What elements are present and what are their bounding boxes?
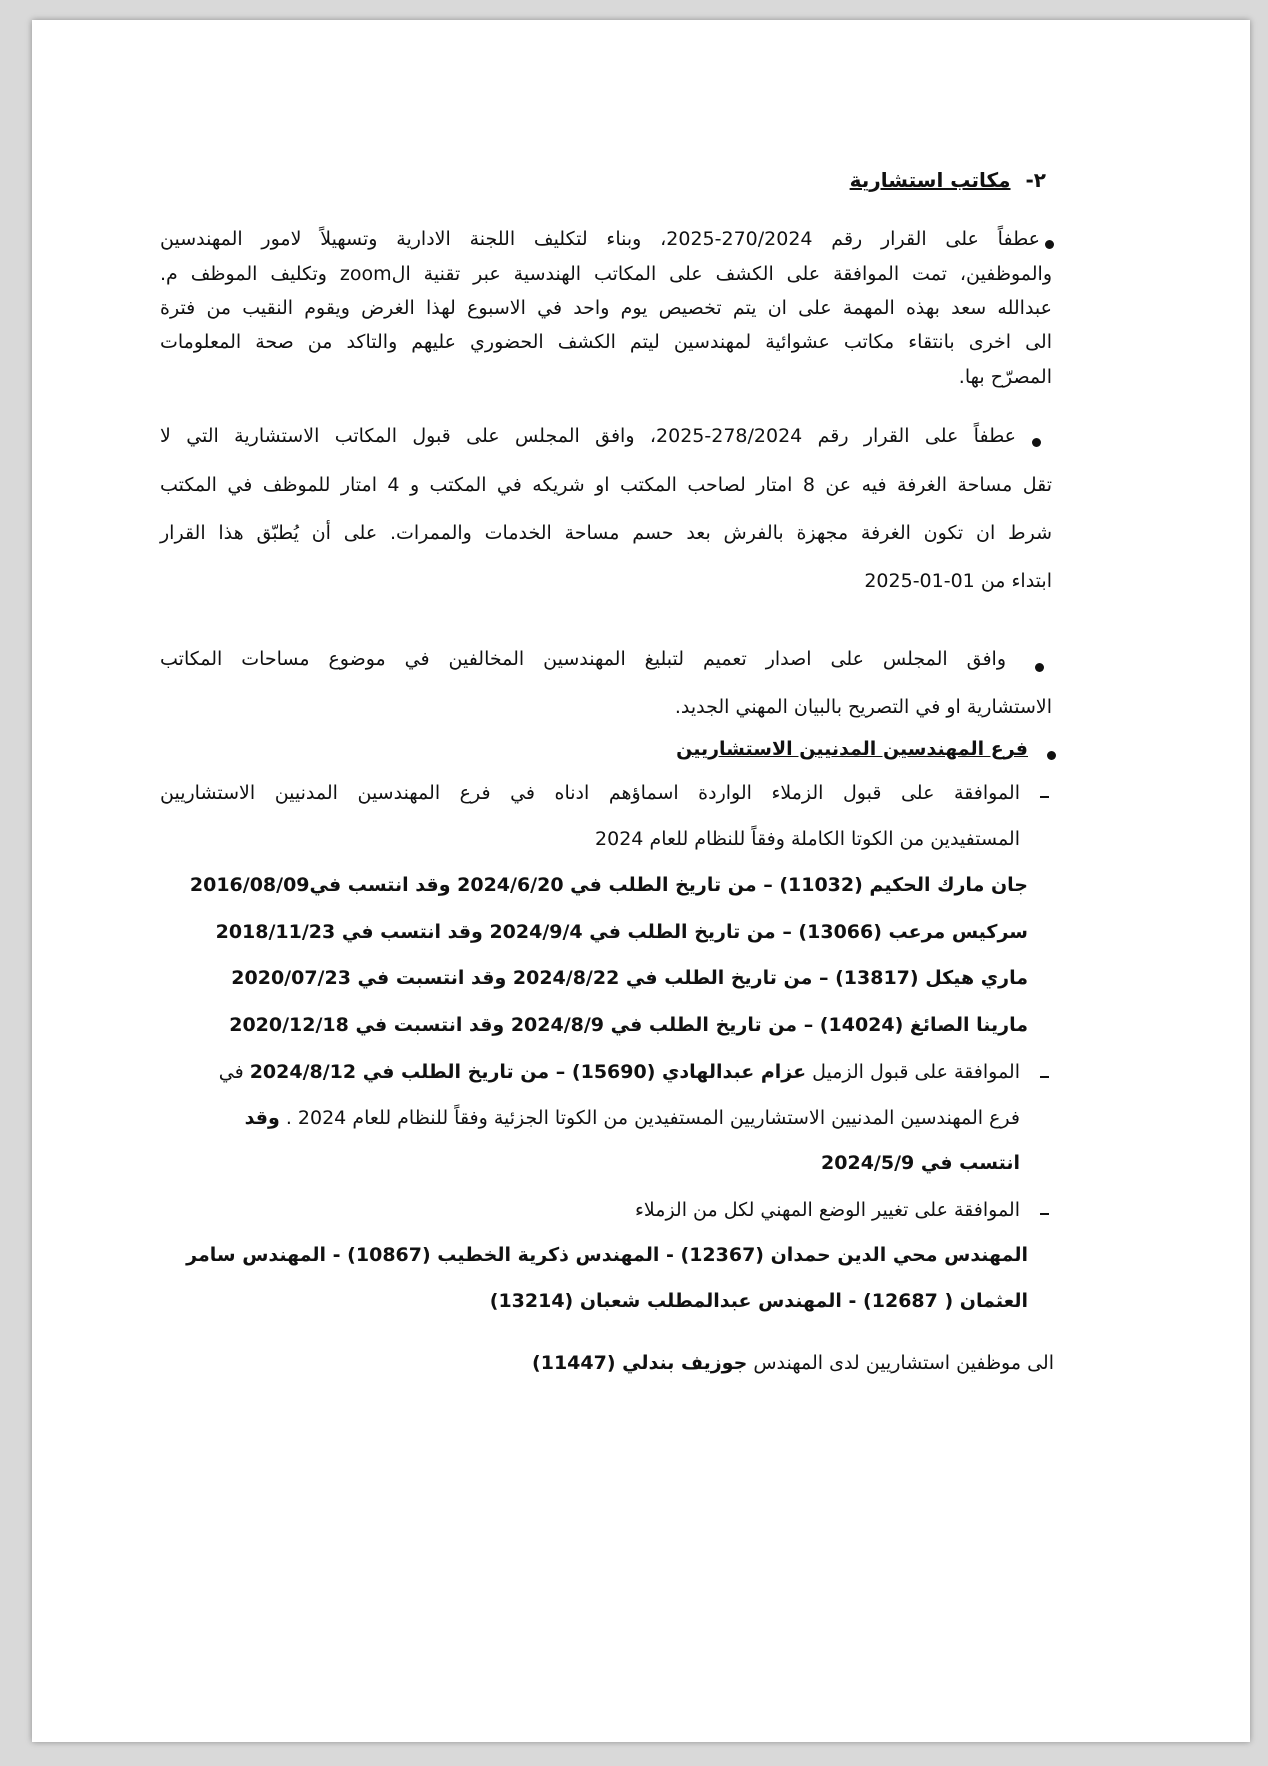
member-row: جان مارك الحكيم (11032) – من تاريخ الطلب في 2024/6/20 وقد انتسب في2016/08/09 xyxy=(189,874,1028,896)
member-row: مارينا الصائغ (14024) – من تاريخ الطلب في 2024/8/9 وقد انتسبت في 2020/12/18 xyxy=(229,1014,1028,1036)
member-row: العثمان ( 12687) - المهندس عبدالمطلب شعبان (13214) xyxy=(489,1290,1028,1312)
member-row: ماري هيكل (13817) – من تاريخ الطلب في 2024/8/22 وقد انتسبت في 2020/07/23 xyxy=(231,967,1028,989)
bullet-icon xyxy=(1045,240,1054,249)
bullet-icon xyxy=(1032,438,1041,447)
branch-title: فرع المهندسين المدنيين الاستشاريين xyxy=(676,738,1028,760)
closing-bold: جوزيف بندلي (11447) xyxy=(532,1352,748,1374)
bullet-icon xyxy=(1035,663,1044,672)
p2-line-4: ابتداء من 01-01-2025 xyxy=(864,570,1052,592)
p3-line-1: وافق المجلس على اصدار تعميم لتبليغ المهندسين المخالفين في موضوع مساحات المكاتب xyxy=(160,648,1006,670)
p1-line-1: عطفاً على القرار رقم 270/2024-2025، وبناء لتكليف اللجنة الادارية وتسهيلاً لامور المهندسين xyxy=(160,228,1041,250)
item2-line-2-plain: فرع المهندسين المدنيين الاستشاريين المستفيدين من الكوتا الجزئية وفقاً للنظام للعام 2024 . xyxy=(279,1107,1020,1129)
item1-line-1: الموافقة على قبول الزملاء الواردة اسماؤهم ادناه في فرع المهندسين المدنيين الاستشاريين xyxy=(160,782,1020,804)
item2-line-1-plain: الموافقة على قبول الزميل xyxy=(806,1061,1020,1083)
p1-line-5: المصرّح بها. xyxy=(958,366,1052,388)
member-row: المهندس محي الدين حمدان (12367) - المهندس ذكرية الخطيب (10867) - المهندس سامر xyxy=(186,1244,1028,1266)
p1-line-2: والموظفين، تمت الموافقة على الكشف على المكاتب الهندسية عبر تقنية الzoom وتكليف الموظف م. xyxy=(160,263,1053,285)
closing-plain: الى موظفين استشاريين لدى المهندس xyxy=(747,1352,1054,1374)
dash-icon xyxy=(1040,1076,1049,1078)
dash-icon xyxy=(1040,1213,1049,1215)
item2-line-3: انتسب في 2024/5/9 xyxy=(821,1152,1020,1174)
p2-line-2: تقل مساحة الغرفة فيه عن 8 امتار لصاحب المكتب او شريكه في المكتب و 4 امتار للموظف في المكتب xyxy=(160,474,1052,496)
member-row: سركيس مرعب (13066) – من تاريخ الطلب في 2024/9/4 وقد انتسب في 2018/11/23 xyxy=(215,921,1028,943)
p1-line-3: عبدالله سعد بهذه المهمة على ان يتم تخصيص يوم واحد في الاسبوع لهذا الغرض ويقوم النقيب من فترة xyxy=(160,297,1052,319)
item2-line-1 xyxy=(219,1061,1020,1083)
p2-line-3: شرط ان تكون الغرفة مجهزة بالفرش بعد حسم مساحة الخدمات والممرات. على أن يُطبّق هذا القرار xyxy=(160,522,1052,544)
dash-icon xyxy=(1040,796,1049,798)
section-heading xyxy=(850,168,1046,192)
document-page xyxy=(32,20,1250,1742)
p2-line-1: عطفاً على القرار رقم 278/2024-2025، وافق المجلس على قبول المكاتب الاستشارية التي لا xyxy=(160,425,1016,447)
item2-line-1-bold: عزام عبدالهادي (15690) – من تاريخ الطلب في 2024/8/12 xyxy=(249,1061,807,1083)
p3-line-2: الاستشارية او في التصريح بالبيان المهني الجديد. xyxy=(674,696,1052,718)
document-content xyxy=(32,20,1250,1742)
closing-line xyxy=(532,1352,1054,1374)
section-title: مكاتب استشارية xyxy=(849,168,1011,192)
p1-line-4: الى اخرى بانتقاء مكاتب عشوائية لمهندسين ليتم الكشف الحضوري عليهم والتاكد من صحة المعلومات xyxy=(160,331,1052,353)
item2-line-1-tail: في xyxy=(218,1061,250,1083)
section-number: ٢- xyxy=(1025,168,1046,192)
item2-line-2 xyxy=(245,1107,1020,1129)
bullet-icon xyxy=(1047,751,1056,760)
item3-line: الموافقة على تغيير الوضع المهني لكل من الزملاء xyxy=(635,1199,1020,1221)
item1-line-2: المستفيدين من الكوتا الكاملة وفقاً للنظام للعام 2024 xyxy=(595,828,1020,850)
item2-line-2-bold: وقد xyxy=(244,1107,280,1129)
